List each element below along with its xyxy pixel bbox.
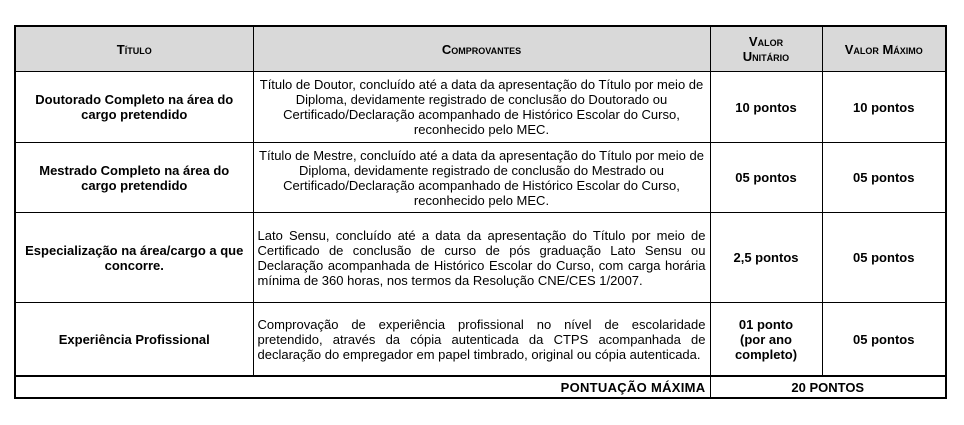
score-table-container <box>14 25 947 399</box>
table-row <box>15 72 946 143</box>
row-valor-unitario-line3: completo) <box>734 346 798 362</box>
table-row <box>15 143 946 213</box>
header-valor-unitario <box>710 26 822 72</box>
table-row <box>15 213 946 303</box>
score-table <box>14 25 947 399</box>
row-titulo: Doutorado Completo na área do cargo pretendido <box>15 72 253 143</box>
row-valor-unitario: 10 pontos <box>710 72 822 143</box>
header-valor-unitario-line2: Unitário <box>742 49 790 64</box>
table-row <box>15 303 946 377</box>
header-comprovantes: Comprovantes <box>253 26 710 72</box>
header-titulo: Título <box>15 26 253 72</box>
header-valor-unitario-line1: Valor <box>748 34 784 49</box>
row-valor-unitario-line1: 01 ponto <box>738 316 794 332</box>
total-row <box>15 376 946 398</box>
row-comprovantes: Comprovação de experiência profissional no nível de escolaridade pretendido, através da cópia autenticada da CTPS acompanhada de declaração do empregador em papel timbrado, original ou cópia autenticada. <box>253 303 710 377</box>
row-comprovantes: Lato Sensu, concluído até a data da apresentação do Título por meio de Certificado de conclusão de curso de pós graduação Lato Sensu ou Declaração acompanhada de Histórico Escolar do Curso, com carga horária mínima de 360 horas, nos termos da Resolução CNE/CES 1/2007. <box>253 213 710 303</box>
total-label: PONTUAÇÃO MÁXIMA <box>15 376 710 398</box>
row-valor-maximo: 10 pontos <box>822 72 946 143</box>
row-titulo: Mestrado Completo na área do cargo pretendido <box>15 143 253 213</box>
row-valor-maximo: 05 pontos <box>822 143 946 213</box>
header-valor-maximo: Valor Máximo <box>822 26 946 72</box>
row-comprovantes: Título de Mestre, concluído até a data da apresentação do Título por meio de Diploma, devidamente registrado de conclusão do Mestrado ou Certificado/Declaração acompanhado de Histórico Escolar do Curso, reconhecido pelo MEC. <box>253 143 710 213</box>
row-comprovantes: Título de Doutor, concluído até a data da apresentação do Título por meio de Diploma, devidamente registrado de conclusão do Doutorado ou Certificado/Declaração acompanhado de Histórico Escolar do Curso, reconhecido pelo MEC. <box>253 72 710 143</box>
total-value: 20 PONTOS <box>710 376 946 398</box>
row-valor-unitario-line2: (por ano <box>740 331 792 347</box>
row-valor-maximo: 05 pontos <box>822 213 946 303</box>
row-titulo: Especialização na área/cargo a que concorre. <box>15 213 253 303</box>
row-valor-unitario <box>710 303 822 377</box>
header-row <box>15 26 946 72</box>
row-valor-unitario: 05 pontos <box>710 143 822 213</box>
row-valor-unitario: 2,5 pontos <box>710 213 822 303</box>
row-valor-maximo: 05 pontos <box>822 303 946 377</box>
row-titulo: Experiência Profissional <box>15 303 253 377</box>
